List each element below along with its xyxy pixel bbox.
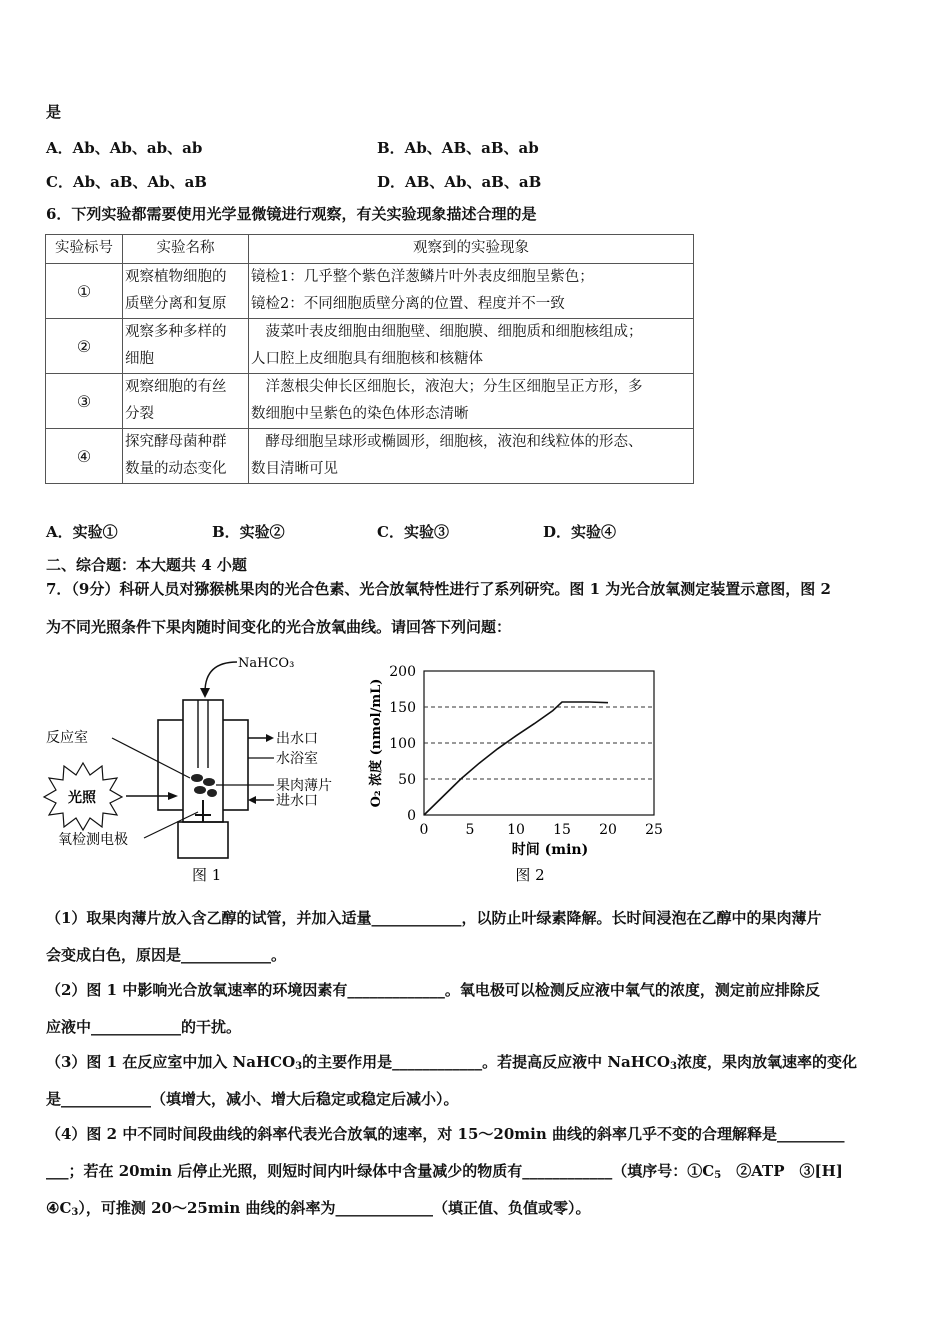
x-tick-label: 0 bbox=[419, 822, 429, 838]
series-line-o2 bbox=[424, 702, 608, 815]
sub3-part-b: 的主要作用是____________。若提高反应液中 NaHCO bbox=[302, 1053, 670, 1071]
x-tick-label: 5 bbox=[465, 822, 475, 838]
experiment-table bbox=[45, 234, 694, 484]
q7-sub3-line1 bbox=[46, 1052, 857, 1077]
y-axis-label: O₂ 浓度 (nmol/mL) bbox=[369, 678, 384, 808]
sub3-part-a: （3）图 1 在反应室中加入 NaHCO bbox=[46, 1053, 296, 1071]
q7-sub1-line1: （1）取果肉薄片放入含乙醇的试管，并加入适量____________，以防止叶绿素降解。长时间浸泡在乙醇中的果肉薄片 bbox=[46, 909, 822, 927]
q7-stem-line1: 7．（9分）科研人员对猕猴桃果肉的光合色素、光合放氧特性进行了系列研究。图 1 为光合放氧测定装置示意图，图 2 bbox=[46, 580, 831, 598]
fruit-slice bbox=[191, 774, 203, 782]
sub3-part-c: 浓度，果肉放氧速率的变化 bbox=[676, 1053, 857, 1071]
row-name: 探究酵母菌种群 数量的动态变化 bbox=[123, 429, 249, 484]
section-heading: 二、综合题：本大题共 4 小题 bbox=[46, 556, 247, 574]
sub4-c3-sub: 3 bbox=[71, 1207, 79, 1218]
x-axis-label: 时间 (min) bbox=[511, 842, 589, 858]
reaction-room-label: 反应室 bbox=[46, 730, 88, 746]
q7-sub2-line2: 应液中____________的干扰。 bbox=[46, 1018, 242, 1036]
row-name: 观察植物细胞的 质壁分离和复原 bbox=[123, 264, 249, 319]
table-row bbox=[46, 429, 694, 484]
q6-option-b[interactable]: B．实验② bbox=[212, 523, 285, 541]
row-num: ④ bbox=[46, 429, 123, 484]
q7-sub4-line2 bbox=[46, 1161, 843, 1186]
q5-option-d[interactable]: D．AB、Ab、aB、aB bbox=[377, 173, 542, 191]
table-header-num: 实验标号 bbox=[46, 235, 123, 264]
q6-stem: 6．下列实验都需要使用光学显微镜进行观察，有关实验现象描述合理的是 bbox=[46, 205, 537, 223]
row-num: ② bbox=[46, 319, 123, 374]
table-row bbox=[46, 264, 694, 319]
q5-option-a[interactable]: A．Ab、Ab、ab、ab bbox=[46, 139, 203, 157]
x-tick-label: 10 bbox=[507, 822, 525, 838]
table-row bbox=[46, 374, 694, 429]
row-name: 观察多种多样的 细胞 bbox=[123, 319, 249, 374]
q7-sub4-line3 bbox=[46, 1198, 591, 1223]
sub3-sub-b: 3 bbox=[669, 1061, 677, 1072]
q7-sub1-line2: 会变成白色，原因是____________。 bbox=[46, 946, 287, 964]
q6-option-d[interactable]: D．实验④ bbox=[543, 523, 617, 541]
q7-sub2-line1: （2）图 1 中影响光合放氧速率的环境因素有_____________。氧电极可以检测反应液中氧气的浓度，测定前应排除反 bbox=[46, 981, 820, 999]
y-tick-label: 200 bbox=[389, 664, 416, 680]
electrode-base bbox=[178, 822, 228, 858]
q6-option-c[interactable]: C．实验③ bbox=[377, 523, 449, 541]
tick-layer bbox=[389, 664, 663, 838]
outlet-label: 出水口 bbox=[276, 731, 318, 747]
row-obs: 洋葱根尖伸长区细胞长，液泡大；分生区细胞呈正方形，多 数细胞中呈紫色的染色体形态清晰 bbox=[249, 374, 694, 429]
row-num: ① bbox=[46, 264, 123, 319]
y-tick-label: 50 bbox=[398, 772, 416, 788]
sub3-sub-a: 3 bbox=[295, 1061, 303, 1072]
figure-2-caption: 图 2 bbox=[515, 866, 545, 884]
q5-option-b[interactable]: B．Ab、AB、aB、ab bbox=[377, 139, 539, 157]
sub4-c5-sub: 5 bbox=[714, 1170, 722, 1181]
y-tick-label: 150 bbox=[389, 700, 416, 716]
sub4-part-d: ），可推测 20～25min 曲线的斜率为_____________（填正值、负值或零）。 bbox=[78, 1199, 591, 1217]
sub4-part-b: ②ATP ③[H] bbox=[736, 1162, 843, 1180]
x-tick-label: 20 bbox=[599, 822, 617, 838]
grid-layer bbox=[424, 707, 654, 779]
y-tick-label: 0 bbox=[407, 808, 416, 824]
table-header-name: 实验名称 bbox=[123, 235, 249, 264]
q6-option-a[interactable]: A．实验① bbox=[46, 523, 118, 541]
q5-tail: 是 bbox=[46, 103, 62, 121]
q7-stem-line2: 为不同光照条件下果肉随时间变化的光合放氧曲线。请回答下列问题： bbox=[46, 618, 512, 636]
table-row bbox=[46, 319, 694, 374]
row-obs: 镜检1：几乎整个紫色洋葱鳞片叶外表皮细胞呈紫色； 镜检2：不同细胞质壁分离的位置、程度并不一致 bbox=[249, 264, 694, 319]
row-obs: 酵母细胞呈球形或椭圆形，细胞核，液泡和线粒体的形态、 数目清晰可见 bbox=[249, 429, 694, 484]
figure-1-apparatus bbox=[40, 650, 350, 890]
q5-option-c[interactable]: C．Ab、aB、Ab、aB bbox=[46, 173, 207, 191]
water-bath-label: 水浴室 bbox=[276, 751, 318, 767]
inlet-label: 进水口 bbox=[276, 793, 318, 809]
q7-sub4-line1: （4）图 2 中不同时间段曲线的斜率代表光合放氧的速率，对 15～20min 曲线的斜率几乎不变的合理解释是_________ bbox=[46, 1125, 845, 1143]
x-tick-label: 15 bbox=[553, 822, 571, 838]
nahco3-label: NaHCO₃ bbox=[238, 656, 295, 671]
row-obs: 菠菜叶表皮细胞由细胞壁、细胞膜、细胞质和细胞核组成； 人口腔上皮细胞具有细胞核和核糖体 bbox=[249, 319, 694, 374]
sub4-part-c: ④C bbox=[46, 1199, 72, 1217]
electrode-label: 氧检测电极 bbox=[58, 832, 128, 848]
row-name: 观察细胞的有丝 分裂 bbox=[123, 374, 249, 429]
x-tick-label: 25 bbox=[645, 822, 663, 838]
figure-2-chart bbox=[360, 655, 680, 890]
q7-sub3-line2: 是____________（填增大，减小、增大后稳定或稳定后减小）。 bbox=[46, 1090, 459, 1108]
row-num: ③ bbox=[46, 374, 123, 429]
sub4-part-a: ___；若在 20min 后停止光照，则短时间内叶绿体中含量减少的物质有____________（填序号：①C bbox=[46, 1162, 715, 1180]
figure-1-caption: 图 1 bbox=[192, 866, 222, 884]
y-tick-label: 100 bbox=[389, 736, 416, 752]
slice-label: 果肉薄片 bbox=[276, 778, 332, 794]
table-header-obs: 观察到的实验现象 bbox=[249, 235, 694, 264]
light-label: 光照 bbox=[68, 790, 96, 806]
